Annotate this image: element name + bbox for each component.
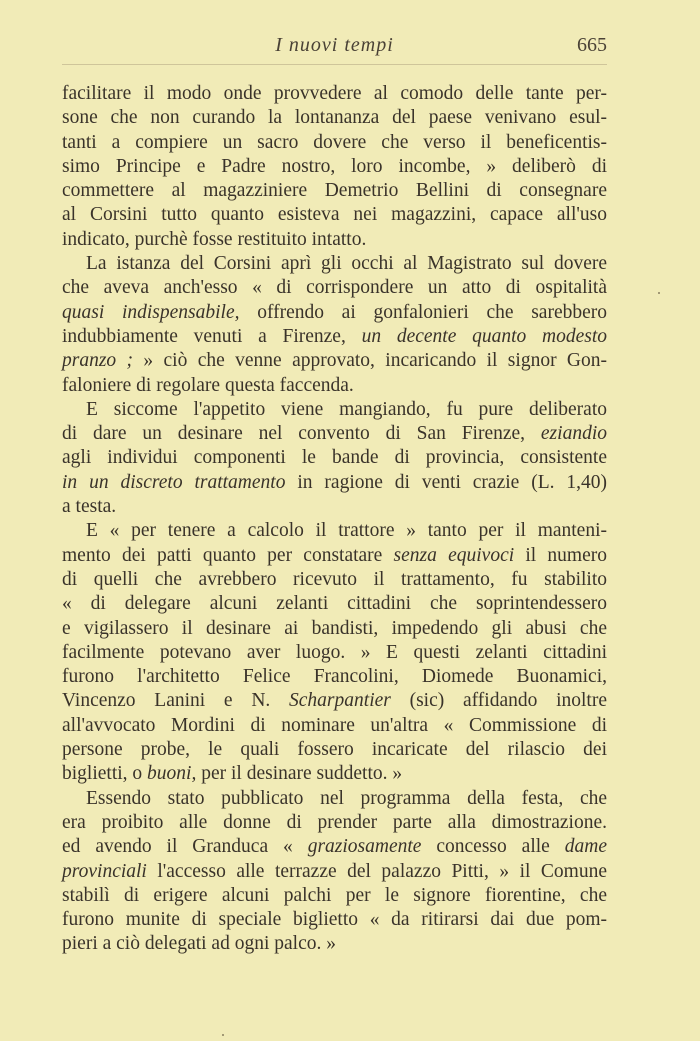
italic-text: graziosamente xyxy=(307,836,422,858)
header-rule xyxy=(62,64,607,65)
text-segment: l'accesso alle terrazze del palazzo Pitti, » il Comune xyxy=(146,860,607,882)
italic-text: provinciali xyxy=(62,860,147,882)
text-segment: che aveva anch'esso « di corrispondere un atto di ospitalità xyxy=(62,277,607,299)
text-line xyxy=(62,544,607,568)
text-segment: mento dei patti quanto per constatare xyxy=(62,544,394,566)
text-line xyxy=(62,714,607,738)
text-line xyxy=(62,228,607,252)
text-line xyxy=(62,203,607,227)
text-line xyxy=(62,762,607,786)
text-segment: La istanza del Corsini aprì gli occhi al Magistrato sul dovere xyxy=(86,253,607,275)
text-line xyxy=(62,908,607,932)
text-line xyxy=(62,252,607,276)
text-segment: » ciò che venne approvato, incaricando il signor Gon- xyxy=(133,350,608,372)
text-segment: facilmente potevano aver luogo. » E questi zelanti cittadini xyxy=(62,641,607,663)
text-line xyxy=(62,82,607,106)
text-segment: « di delegare alcuni zelanti cittadini che soprintendessero xyxy=(62,593,607,615)
text-line xyxy=(62,446,607,470)
text-line xyxy=(62,349,607,373)
italic-text: dame xyxy=(564,836,608,858)
page-number: 665 xyxy=(577,34,607,56)
text-line xyxy=(62,787,607,811)
running-title: I nuovi tempi xyxy=(275,34,394,56)
italic-text: in un discreto trattamento xyxy=(62,471,286,493)
text-segment: biglietti, o xyxy=(62,763,148,785)
italic-text: senza equivoci xyxy=(393,544,515,566)
text-line xyxy=(62,131,607,155)
text-line xyxy=(62,738,607,762)
text-segment: era proibito alle donne di prender parte alla dimostrazione. xyxy=(62,811,607,833)
text-segment: facilitare il modo onde provvedere al comodo delle tante per- xyxy=(62,83,607,104)
text-segment: offrendo ai gonfalonieri che sarebbero xyxy=(239,301,607,323)
text-line xyxy=(62,471,607,495)
text-segment: concesso alle xyxy=(421,836,565,858)
text-line xyxy=(62,665,607,689)
text-segment: tanti a compiere un sacro dovere che verso il beneficentis- xyxy=(62,131,607,153)
text-line xyxy=(62,106,607,130)
text-segment: (sic) affidando inoltre xyxy=(390,690,607,712)
text-line xyxy=(62,374,607,398)
text-segment: di dare un desinare nel convento di San Firenze, xyxy=(62,423,541,445)
text-line xyxy=(62,617,607,641)
italic-text: Scharpantier xyxy=(289,690,391,712)
text-segment: furono munite di speciale biglietto « da ritirarsi dai due pom- xyxy=(62,909,607,931)
text-segment: stabilì di erigere alcuni palchi per le signore fiorentine, che xyxy=(62,884,607,906)
text-line xyxy=(62,811,607,835)
text-segment: di quelli che avrebbero ricevuto il trattamento, fu stabilito xyxy=(62,568,607,590)
text-line xyxy=(62,689,607,713)
text-segment: indicato, purchè fosse restituito intatto. xyxy=(62,228,367,250)
text-line xyxy=(62,932,607,956)
text-segment: Vincenzo Lanini e N. xyxy=(62,690,290,712)
text-segment: in ragione di venti crazie (L. 1,40) xyxy=(285,471,607,493)
text-line xyxy=(62,592,607,616)
italic-text: un decente quanto modesto xyxy=(361,325,607,347)
text-segment: il numero xyxy=(514,544,607,566)
text-segment: commettere al magazziniere Demetrio Bellini di consegnare xyxy=(62,180,607,202)
text-segment: persone probe, le quali fossero incaricate del rilascio dei xyxy=(62,739,607,761)
paper-speck xyxy=(658,292,660,294)
text-segment: pieri a ciò delegati ad ogni palco. » xyxy=(62,933,336,955)
text-line xyxy=(62,835,607,859)
text-segment: E « per tenere a calcolo il trattore » tanto per il manteni- xyxy=(86,520,607,542)
paper-speck xyxy=(222,1034,224,1036)
text-segment: E siccome l'appetito viene mangiando, fu pure deliberato xyxy=(86,398,607,420)
text-line xyxy=(62,276,607,300)
text-line xyxy=(62,641,607,665)
text-segment: sone che non curando la lontananza del paese venivano esul- xyxy=(62,107,607,129)
body-text xyxy=(62,82,607,957)
text-line xyxy=(62,495,607,519)
italic-text: quasi indispensabile, xyxy=(62,301,240,323)
text-line xyxy=(62,301,607,325)
text-line xyxy=(62,398,607,422)
text-segment: indubbiamente venuti a Firenze, xyxy=(62,325,362,347)
text-segment: a testa. xyxy=(62,496,117,518)
text-line xyxy=(62,179,607,203)
text-line xyxy=(62,519,607,543)
page-header xyxy=(62,34,607,64)
text-segment: Essendo stato pubblicato nel programma della festa, che xyxy=(86,787,607,809)
text-segment: al Corsini tutto quanto esisteva nei magazzini, capace all'uso xyxy=(62,204,607,226)
text-line xyxy=(62,325,607,349)
italic-text: pranzo ; xyxy=(62,350,134,372)
text-segment: simo Principe e Padre nostro, loro incombe, » deliberò di xyxy=(62,155,607,177)
text-line xyxy=(62,860,607,884)
text-segment: e vigilassero il desinare ai bandisti, impedendo gli abusi che xyxy=(62,617,607,639)
text-segment: faloniere di regolare questa faccenda. xyxy=(62,374,354,396)
text-line xyxy=(62,155,607,179)
text-segment: ed avendo il Granduca « xyxy=(62,836,308,858)
text-segment: agli individui componenti le bande di provincia, consistente xyxy=(62,447,607,469)
text-segment: furono l'architetto Felice Francolini, Diomede Buonamici, xyxy=(62,666,607,688)
italic-text: eziandio xyxy=(540,423,607,445)
text-segment: per il desinare suddetto. » xyxy=(196,763,403,785)
text-line xyxy=(62,568,607,592)
text-line xyxy=(62,422,607,446)
text-line xyxy=(62,884,607,908)
text-segment: all'avvocato Mordini di nominare un'altra « Commissione di xyxy=(62,714,607,736)
italic-text: buoni, xyxy=(147,763,197,785)
